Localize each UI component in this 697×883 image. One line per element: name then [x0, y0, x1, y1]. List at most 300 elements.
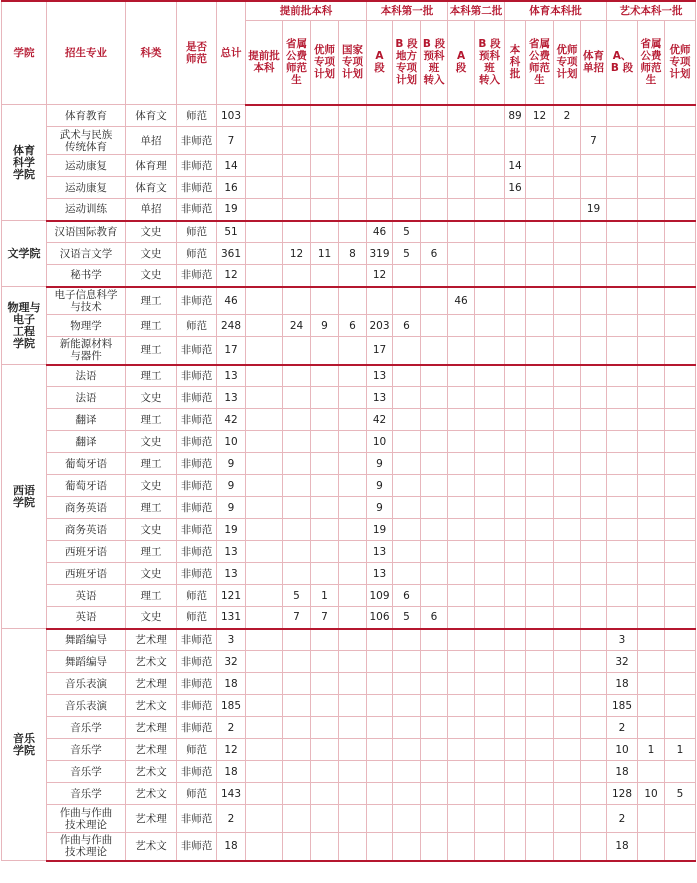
quota-cell [448, 833, 475, 861]
quota-cell [283, 695, 311, 717]
quota-cell [283, 221, 311, 243]
quota-cell [526, 243, 554, 265]
subheader-second-a-section: A 段 [448, 21, 475, 105]
subject-cell: 体育文 [126, 177, 177, 199]
quota-cell [665, 337, 696, 365]
quota-cell [339, 409, 367, 431]
quota-cell [638, 761, 665, 783]
quota-cell [554, 541, 581, 563]
quota-cell [421, 695, 448, 717]
header-group-second-batch: 本科第二批 [448, 1, 505, 21]
quota-cell [421, 105, 448, 127]
quota-cell [505, 607, 526, 629]
quota-cell [246, 387, 283, 409]
quota-cell [581, 783, 607, 805]
quota-cell [475, 287, 505, 315]
subject-cell: 文史 [126, 221, 177, 243]
quota-cell [339, 761, 367, 783]
quota-cell [526, 541, 554, 563]
quota-cell [421, 717, 448, 739]
subject-cell: 艺术文 [126, 833, 177, 861]
quota-cell [665, 155, 696, 177]
quota-cell [311, 563, 339, 585]
subject-cell: 理工 [126, 497, 177, 519]
quota-cell [246, 127, 283, 155]
major-cell: 武术与民族 传统体育 [47, 127, 126, 155]
major-cell: 法语 [47, 387, 126, 409]
normal-status-cell: 师范 [177, 739, 217, 761]
quota-cell [526, 739, 554, 761]
quota-cell [607, 541, 638, 563]
quota-cell: 128 [607, 783, 638, 805]
quota-cell: 12 [283, 243, 311, 265]
subject-cell: 理工 [126, 365, 177, 387]
quota-cell [393, 453, 421, 475]
quota-cell [638, 497, 665, 519]
quota-cell [283, 541, 311, 563]
header-major: 招生专业 [47, 1, 126, 105]
normal-status-cell: 非师范 [177, 805, 217, 833]
quota-cell [505, 739, 526, 761]
subject-cell: 文史 [126, 243, 177, 265]
quota-cell: 185 [607, 695, 638, 717]
quota-cell [448, 717, 475, 739]
major-cell: 作曲与作曲 技术理论 [47, 833, 126, 861]
quota-cell [393, 695, 421, 717]
normal-status-cell: 非师范 [177, 387, 217, 409]
quota-cell [311, 761, 339, 783]
quota-cell [246, 409, 283, 431]
table-row [2, 541, 696, 563]
quota-cell [246, 519, 283, 541]
quota-cell [339, 563, 367, 585]
quota-cell [448, 519, 475, 541]
quota-cell [339, 541, 367, 563]
quota-cell [505, 497, 526, 519]
quota-cell [505, 783, 526, 805]
quota-cell [339, 497, 367, 519]
quota-cell [339, 287, 367, 315]
subject-cell: 艺术文 [126, 783, 177, 805]
total-cell: 13 [217, 541, 246, 563]
college-name-cell: 西语 学院 [2, 365, 47, 629]
quota-cell [246, 475, 283, 497]
quota-cell: 9 [367, 497, 393, 519]
quota-cell [665, 695, 696, 717]
quota-cell [607, 155, 638, 177]
quota-cell [554, 409, 581, 431]
quota-cell [505, 629, 526, 651]
major-cell: 英语 [47, 607, 126, 629]
quota-cell [607, 265, 638, 287]
quota-cell [367, 695, 393, 717]
normal-status-cell: 非师范 [177, 265, 217, 287]
quota-cell [665, 607, 696, 629]
quota-cell [421, 409, 448, 431]
quota-cell: 6 [393, 315, 421, 337]
subject-cell: 艺术文 [126, 695, 177, 717]
quota-cell [665, 199, 696, 221]
major-cell: 体育教育 [47, 105, 126, 127]
normal-status-cell: 非师范 [177, 833, 217, 861]
total-cell: 42 [217, 409, 246, 431]
quota-cell [421, 387, 448, 409]
quota-cell [283, 673, 311, 695]
subheader-early-undergrad: 提前批 本科 [246, 21, 283, 105]
quota-cell [526, 287, 554, 315]
quota-cell [393, 833, 421, 861]
table-row [2, 585, 696, 607]
normal-status-cell: 非师范 [177, 541, 217, 563]
quota-cell [311, 519, 339, 541]
subheader-first-b-prep-transfer: B 段 预科 班 转入 [421, 21, 448, 105]
quota-cell [638, 651, 665, 673]
quota-cell [393, 387, 421, 409]
quota-cell [393, 127, 421, 155]
quota-cell [283, 833, 311, 861]
quota-cell: 8 [339, 243, 367, 265]
normal-status-cell: 非师范 [177, 673, 217, 695]
quota-cell [526, 651, 554, 673]
quota-cell [246, 783, 283, 805]
quota-cell [246, 563, 283, 585]
table-row [2, 673, 696, 695]
quota-cell [283, 453, 311, 475]
quota-cell [638, 105, 665, 127]
quota-cell [448, 695, 475, 717]
quota-cell [638, 155, 665, 177]
subject-cell: 体育理 [126, 155, 177, 177]
quota-cell [339, 651, 367, 673]
quota-cell [367, 177, 393, 199]
subject-cell: 单招 [126, 199, 177, 221]
quota-cell [448, 497, 475, 519]
total-cell: 143 [217, 783, 246, 805]
total-cell: 12 [217, 265, 246, 287]
quota-cell [475, 315, 505, 337]
quota-cell [581, 585, 607, 607]
quota-cell [581, 287, 607, 315]
quota-cell: 18 [607, 761, 638, 783]
subject-cell: 理工 [126, 541, 177, 563]
quota-cell [283, 739, 311, 761]
quota-cell [393, 673, 421, 695]
quota-cell [475, 629, 505, 651]
quota-cell [638, 177, 665, 199]
major-cell: 音乐学 [47, 717, 126, 739]
quota-cell [554, 365, 581, 387]
quota-cell [448, 199, 475, 221]
table-row [2, 315, 696, 337]
quota-cell [505, 585, 526, 607]
quota-cell [665, 453, 696, 475]
subject-cell: 体育文 [126, 105, 177, 127]
quota-cell [393, 105, 421, 127]
major-cell: 舞蹈编导 [47, 651, 126, 673]
quota-cell [526, 497, 554, 519]
quota-cell [475, 199, 505, 221]
quota-cell [526, 177, 554, 199]
quota-cell [665, 365, 696, 387]
quota-cell [421, 177, 448, 199]
quota-cell [554, 629, 581, 651]
quota-cell [638, 833, 665, 861]
quota-cell [581, 519, 607, 541]
quota-cell [448, 177, 475, 199]
quota-cell [638, 265, 665, 287]
quota-cell [665, 519, 696, 541]
quota-cell [283, 177, 311, 199]
total-cell: 2 [217, 805, 246, 833]
quota-cell [475, 805, 505, 833]
quota-cell [367, 805, 393, 833]
quota-cell: 13 [367, 365, 393, 387]
major-cell: 运动训练 [47, 199, 126, 221]
normal-status-cell: 非师范 [177, 365, 217, 387]
quota-cell [505, 651, 526, 673]
quota-cell [448, 563, 475, 585]
quota-cell [311, 127, 339, 155]
quota-cell [475, 761, 505, 783]
quota-cell [246, 337, 283, 365]
quota-cell [581, 243, 607, 265]
quota-cell: 46 [448, 287, 475, 315]
quota-cell [475, 365, 505, 387]
quota-cell [475, 607, 505, 629]
quota-cell [607, 431, 638, 453]
quota-cell [283, 365, 311, 387]
quota-cell [526, 127, 554, 155]
quota-cell [311, 651, 339, 673]
quota-cell [475, 833, 505, 861]
total-cell: 121 [217, 585, 246, 607]
normal-status-cell: 非师范 [177, 453, 217, 475]
quota-cell: 32 [607, 651, 638, 673]
quota-cell: 10 [638, 783, 665, 805]
header-normal: 是否 师范 [177, 1, 217, 105]
table-row [2, 199, 696, 221]
quota-cell [607, 177, 638, 199]
subheader-art-excellent-teacher: 优师 专项 计划 [665, 21, 696, 105]
table-row [2, 105, 696, 127]
quota-cell [283, 431, 311, 453]
quota-cell: 7 [283, 607, 311, 629]
quota-cell: 7 [581, 127, 607, 155]
quota-cell [554, 717, 581, 739]
quota-cell: 18 [607, 833, 638, 861]
quota-cell [526, 475, 554, 497]
quota-cell [505, 221, 526, 243]
quota-cell [283, 497, 311, 519]
quota-cell [448, 541, 475, 563]
subject-cell: 艺术文 [126, 761, 177, 783]
quota-cell [339, 673, 367, 695]
quota-cell [554, 127, 581, 155]
subject-cell: 理工 [126, 585, 177, 607]
quota-cell [505, 563, 526, 585]
major-cell: 汉语国际教育 [47, 221, 126, 243]
quota-cell [638, 541, 665, 563]
quota-cell [367, 629, 393, 651]
quota-cell [421, 541, 448, 563]
quota-cell [421, 629, 448, 651]
quota-cell [665, 717, 696, 739]
quota-cell [367, 199, 393, 221]
quota-cell [526, 805, 554, 833]
quota-cell [448, 783, 475, 805]
quota-cell [554, 315, 581, 337]
major-cell: 英语 [47, 585, 126, 607]
quota-cell [607, 453, 638, 475]
total-cell: 9 [217, 475, 246, 497]
quota-cell [339, 387, 367, 409]
quota-cell: 1 [638, 739, 665, 761]
quota-cell [607, 337, 638, 365]
major-cell: 作曲与作曲 技术理论 [47, 805, 126, 833]
quota-cell [638, 387, 665, 409]
table-row [2, 563, 696, 585]
quota-cell [665, 497, 696, 519]
quota-cell [665, 563, 696, 585]
quota-cell [607, 127, 638, 155]
quota-cell [311, 105, 339, 127]
quota-cell [311, 475, 339, 497]
quota-cell [505, 805, 526, 833]
quota-cell [311, 453, 339, 475]
quota-cell [505, 761, 526, 783]
quota-cell: 2 [607, 805, 638, 833]
table-row [2, 607, 696, 629]
quota-cell: 5 [393, 243, 421, 265]
quota-cell [638, 519, 665, 541]
quota-cell [526, 431, 554, 453]
quota-cell: 1 [665, 739, 696, 761]
major-cell: 音乐学 [47, 739, 126, 761]
normal-status-cell: 师范 [177, 243, 217, 265]
table-row [2, 337, 696, 365]
quota-cell [246, 431, 283, 453]
quota-cell [581, 695, 607, 717]
quota-cell [393, 337, 421, 365]
subheader-sports-undergrad: 本 科 批 [505, 21, 526, 105]
quota-cell [526, 365, 554, 387]
quota-cell [638, 221, 665, 243]
table-row [2, 519, 696, 541]
quota-cell [339, 585, 367, 607]
quota-cell [339, 431, 367, 453]
subheader-early-excellent-teacher: 优师 专项 计划 [311, 21, 339, 105]
quota-cell [638, 453, 665, 475]
subheader-second-b-prep-transfer: B 段 预科 班 转入 [475, 21, 505, 105]
quota-cell [339, 739, 367, 761]
table-row [2, 365, 696, 387]
quota-cell [554, 475, 581, 497]
quota-cell: 7 [311, 607, 339, 629]
header-group-art-batch: 艺术本科一批 [607, 1, 696, 21]
table-row [2, 387, 696, 409]
normal-status-cell: 非师范 [177, 409, 217, 431]
quota-cell [475, 651, 505, 673]
table-row [2, 717, 696, 739]
normal-status-cell: 师范 [177, 315, 217, 337]
quota-cell [607, 585, 638, 607]
quota-cell [246, 629, 283, 651]
quota-cell [283, 475, 311, 497]
subject-cell: 文史 [126, 607, 177, 629]
quota-cell [581, 365, 607, 387]
quota-cell [526, 453, 554, 475]
quota-cell [283, 287, 311, 315]
normal-status-cell: 非师范 [177, 761, 217, 783]
quota-cell [393, 717, 421, 739]
normal-status-cell: 师范 [177, 585, 217, 607]
total-cell: 10 [217, 431, 246, 453]
quota-cell [339, 717, 367, 739]
quota-cell: 6 [421, 607, 448, 629]
major-cell: 翻译 [47, 431, 126, 453]
quota-cell: 12 [367, 265, 393, 287]
quota-cell [554, 563, 581, 585]
quota-cell [246, 105, 283, 127]
normal-status-cell: 非师范 [177, 287, 217, 315]
quota-cell [665, 409, 696, 431]
quota-cell [505, 199, 526, 221]
quota-cell [505, 409, 526, 431]
quota-cell [607, 497, 638, 519]
quota-cell [339, 475, 367, 497]
quota-cell [505, 265, 526, 287]
quota-cell [581, 337, 607, 365]
quota-cell [283, 155, 311, 177]
quota-cell [475, 337, 505, 365]
quota-cell [554, 783, 581, 805]
quota-cell [665, 805, 696, 833]
quota-cell [607, 409, 638, 431]
quota-cell [339, 833, 367, 861]
major-cell: 法语 [47, 365, 126, 387]
quota-cell [246, 673, 283, 695]
normal-status-cell: 非师范 [177, 497, 217, 519]
quota-cell [581, 315, 607, 337]
quota-cell [581, 739, 607, 761]
quota-cell [311, 783, 339, 805]
quota-cell: 106 [367, 607, 393, 629]
normal-status-cell: 非师范 [177, 177, 217, 199]
quota-cell [448, 365, 475, 387]
normal-status-cell: 非师范 [177, 431, 217, 453]
quota-cell [246, 265, 283, 287]
quota-cell [526, 607, 554, 629]
table-row [2, 833, 696, 861]
quota-cell [393, 739, 421, 761]
quota-cell [581, 105, 607, 127]
total-cell: 131 [217, 607, 246, 629]
quota-cell [367, 287, 393, 315]
quota-cell [475, 497, 505, 519]
quota-cell [554, 607, 581, 629]
quota-cell [393, 265, 421, 287]
quota-cell [421, 155, 448, 177]
quota-cell [339, 365, 367, 387]
quota-cell [367, 739, 393, 761]
table-row [2, 475, 696, 497]
table-row [2, 409, 696, 431]
quota-cell [246, 221, 283, 243]
quota-cell [581, 833, 607, 861]
subject-cell: 艺术理 [126, 805, 177, 833]
quota-cell [505, 695, 526, 717]
quota-cell [554, 177, 581, 199]
